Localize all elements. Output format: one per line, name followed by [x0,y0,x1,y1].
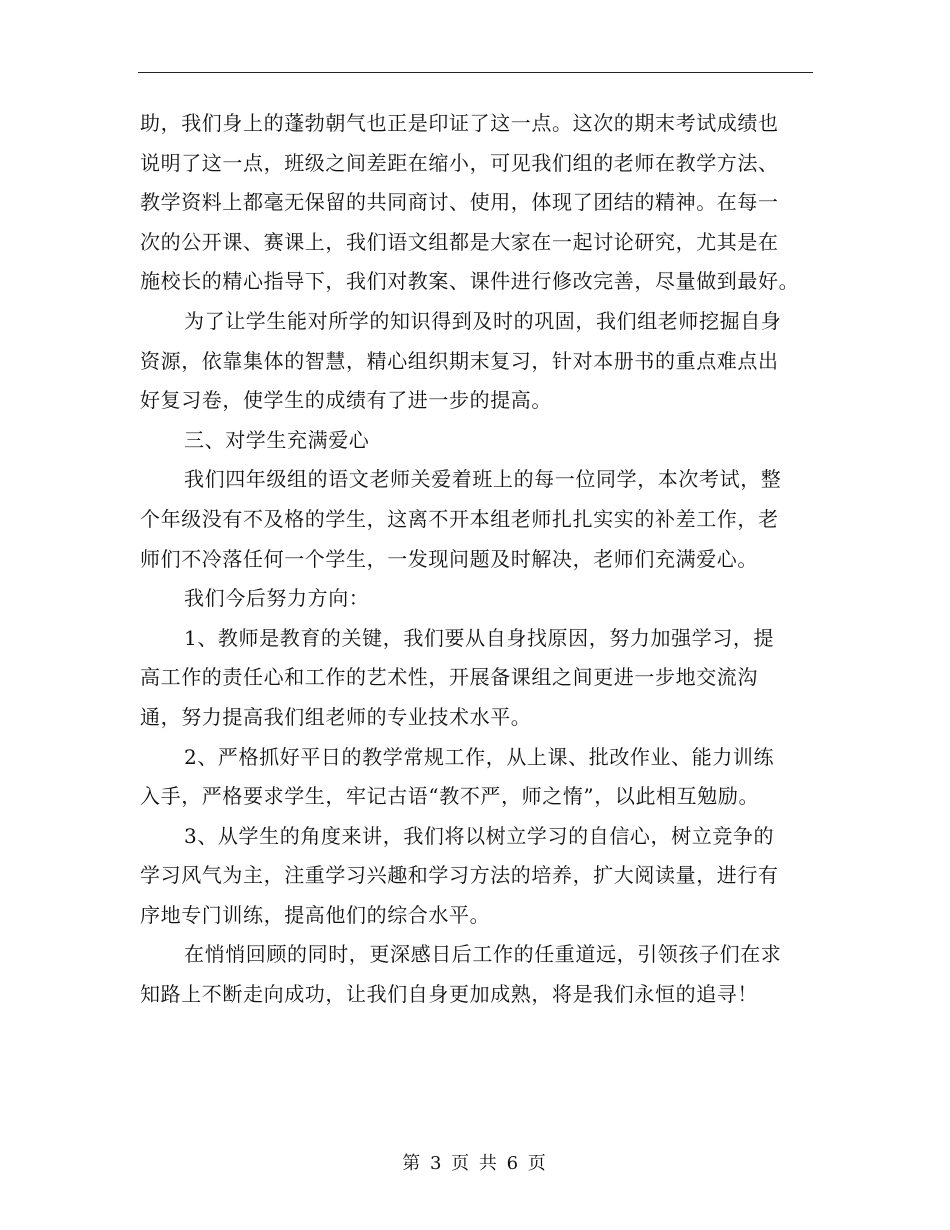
text-line: 2、严格抓好平日的教学常规工作，从上课、批改作业、能力训练 [184,744,775,769]
text-line: 我们四年级组的语文老师关爱着班上的每一位同学，本次考试，整 [184,467,782,492]
text-line: 次的公开课、赛课上，我们语文组都是大家在一起讨论研究，尤其是在 [140,229,779,254]
text-line: 个年级没有不及格的学生，这离不开本组老师扎扎实实的补差工作，老 [140,506,779,531]
page-footer: 第 3 页 共 6 页 [402,1153,548,1174]
text-line: 3、从学生的角度来讲，我们将以树立学习的自信心，树立竞争的 [184,823,775,848]
text-line: 资源，依靠集体的智慧，精心组织期末复习，针对本册书的重点难点出 [140,348,779,373]
header-rule [138,72,813,73]
document-body [140,104,812,1015]
text-line: 在悄悄回顾的同时，更深感日后工作的任重道远，引领孩子们在求 [184,942,782,967]
paragraph [140,738,812,817]
text-line: 助，我们身上的蓬勃朝气也正是印证了这一点。这次的期末考试成绩也 [140,111,779,135]
text-line: 教学资料上都毫无保留的共同商讨、使用，体现了团结的精神。在每一 [140,190,779,215]
text-line: 知路上不断走向成功，让我们自身更加成熟，将是我们永恒的追寻！ [140,982,758,1007]
paragraph [140,302,812,421]
text-line: 师们不冷落任何一个学生，一发现问题及时解决，老师们充满爱心。 [140,546,758,571]
text-line: 为了让学生能对所学的知识得到及时的巩固，我们组老师挖掘自身 [184,308,782,333]
paragraph [140,579,812,619]
text-line: 我们今后努力方向： [184,586,370,611]
paragraph [140,619,812,738]
text-line: 序地专门训练，提高他们的综合水平。 [140,902,491,927]
text-line: 1、教师是教育的关键，我们要从自身找原因，努力加强学习，提 [184,625,775,650]
text-line: 入手，严格要求学生，牢记古语“教不严，师之惰”，以此相互勉励。 [140,784,760,809]
text-line: 好复习卷，使学生的成绩有了进一步的提高。 [140,388,552,413]
paragraph [140,935,812,1014]
paragraph [140,817,812,936]
text-line: 说明了这一点，班级之间差距在缩小，可见我们组的老师在教学方法、 [140,150,779,175]
text-line: 高工作的责任心和工作的艺术性，开展备课组之间更进一步地交流沟 [140,665,758,690]
paragraph [140,460,812,579]
text-line: 施校长的精心指导下，我们对教案、课件进行修改完善，尽量做到最好。 [140,269,800,294]
text-line: 三、对学生充满爱心 [184,427,370,452]
text-line: 学习风气为主，注重学习兴趣和学习方法的培养，扩大阅读量，进行有 [140,863,779,888]
text-line: 通，努力提高我们组老师的专业技术水平。 [140,704,532,729]
paragraph [140,104,812,302]
paragraph [140,421,812,461]
